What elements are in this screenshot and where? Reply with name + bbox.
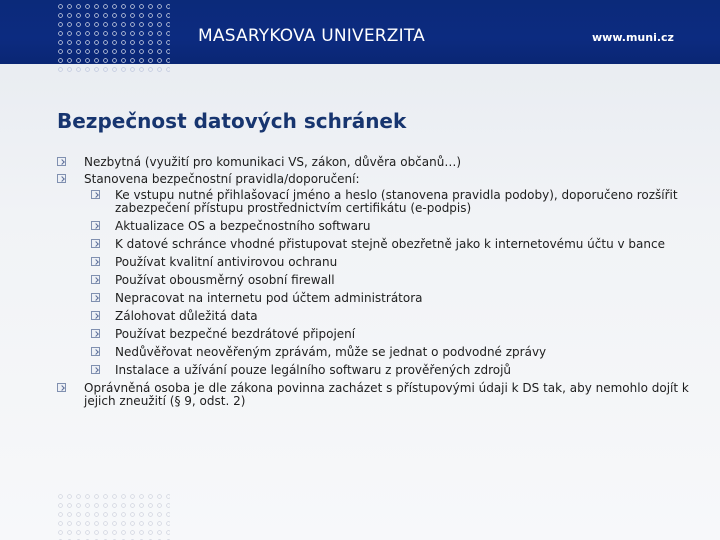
sub-bullet-item	[115, 364, 694, 377]
sub-bullet-item	[115, 274, 694, 287]
sub-bullet-text: Nepracovat na internetu pod účtem administrátora	[115, 291, 423, 305]
bullet-text: Oprávněná osoba je dle zákona povinna zacházet s přístupovými údaji k DS tak, aby nemohlo dojít k jejich zneužití (§ 9, odst. 2)	[84, 381, 689, 408]
bullet-text: Nezbytná (využití pro komunikaci VS, zákon, důvěra občanů…)	[84, 155, 462, 169]
bullet-icon	[57, 174, 66, 183]
bullet-icon	[91, 257, 100, 266]
bullet-icon	[91, 239, 100, 248]
slide-title: Bezpečnost datových schránek	[57, 109, 407, 133]
sub-bullet-item	[115, 328, 694, 341]
bullet-item	[84, 173, 694, 377]
bullet-icon	[57, 383, 66, 392]
header-bar	[0, 0, 720, 64]
sub-bullet-text: Používat bezpečné bezdrátové připojení	[115, 327, 356, 341]
bullet-item	[84, 382, 694, 408]
bullet-icon	[91, 190, 100, 199]
bullet-list	[84, 156, 694, 412]
dot-pattern-bottom	[56, 492, 170, 540]
university-url: www.muni.cz	[592, 31, 674, 44]
sub-bullet-text: K datové schránce vhodné přistupovat stejně obezřetně jako k internetovému účtu v bance	[115, 237, 665, 251]
sub-bullet-item	[115, 346, 694, 359]
bullet-icon	[91, 293, 100, 302]
bullet-icon	[91, 275, 100, 284]
sub-bullet-item	[115, 238, 694, 251]
bullet-icon	[57, 157, 66, 166]
bullet-icon	[91, 221, 100, 230]
sub-bullet-text: Aktualizace OS a bezpečnostního softwaru	[115, 219, 371, 233]
bullet-icon	[91, 311, 100, 320]
sub-bullet-text: Nedůvěřovat neověřeným zprávám, může se jednat o podvodné zprávy	[115, 345, 547, 359]
sub-bullet-text: Používat kvalitní antivirovou ochranu	[115, 255, 338, 269]
sub-bullet-item	[115, 256, 694, 269]
sub-bullet-item	[115, 292, 694, 305]
bullet-icon	[91, 347, 100, 356]
bullet-text: Stanovena bezpečnostní pravidla/doporučení:	[84, 172, 360, 186]
bullet-icon	[91, 329, 100, 338]
sub-bullet-text: Instalace a užívání pouze legálního softwaru z prověřených zdrojů	[115, 363, 512, 377]
sub-bullet-text: Zálohovat důležitá data	[115, 309, 258, 323]
sub-bullet-text: Používat obousměrný osobní firewall	[115, 273, 335, 287]
university-name: MASARYKOVA UNIVERZITA	[198, 26, 425, 46]
bullet-icon	[91, 365, 100, 374]
sub-bullet-item	[115, 310, 694, 323]
sub-bullet-list	[84, 189, 694, 377]
sub-bullet-text: Ke vstupu nutné přihlašovací jméno a heslo (stanovena pravidla podoby), doporučeno rozšířit zabezpečení přístupu prostřednictvím certifikátu (e-podpis)	[115, 188, 678, 215]
sub-bullet-item	[115, 189, 694, 215]
dot-pattern	[56, 2, 170, 76]
bullet-item	[84, 156, 694, 169]
sub-bullet-item	[115, 220, 694, 233]
